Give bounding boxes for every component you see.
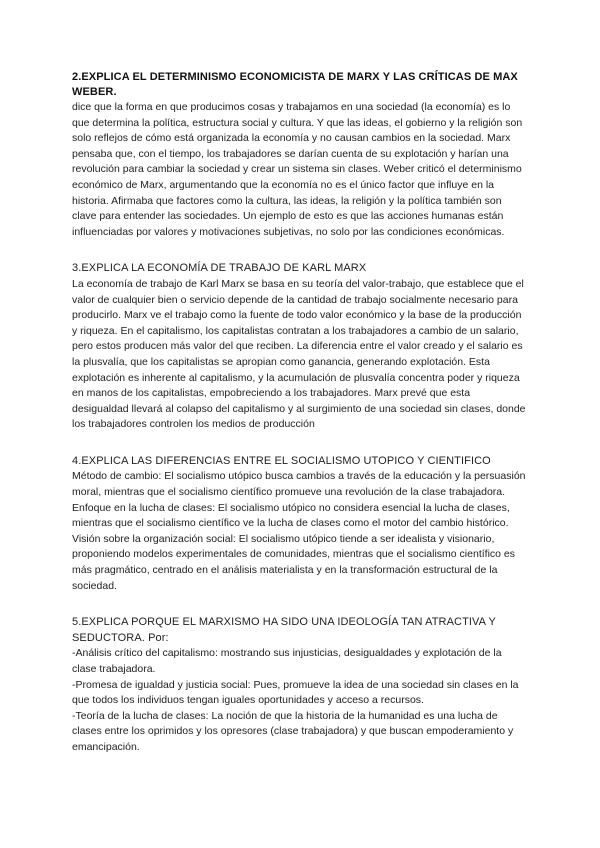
- section-4: [72, 454, 528, 594]
- document-page: [72, 70, 528, 777]
- section-paragraph: -Teoría de la lucha de clases: La noción de que la historia de la humanidad es una lucha de clases entre los oprimidos y los opresores (clase trabajadora) y que buscan empoderamiento y emancipación.: [72, 709, 514, 753]
- section-paragraph: La economía de trabajo de Karl Marx se basa en su teoría del valor-trabajo, que establece que el valor de cualquier bien o servicio depende de la cantidad de trabajo socialmente necesario para producirlo. Marx ve el trabajo como la fuente de todo valor económico y la base de la producción y riqueza. En el capitalismo, los capitalistas contratan a los trabajadores a cambio de un salario, pero estos producen más valor del que reciben. La diferencia entre el valor creado y el salario es la plusvalía, que los capitalistas se apropian como ganancia, generando explotación. Esta explotación es inherente al capitalismo, y la acumulación de plusvalía concentra poder y riqueza en manos de los capitalistas, empobreciendo a los trabajadores. Marx prevé que esta desigualdad llevará al colapso del capitalismo y al surgimiento de una sociedad sin clases, donde los trabajadores controlen los medios de producción: [72, 277, 526, 431]
- section-title: 2.EXPLICA EL DETERMINISMO ECONOMICISTA DE MARX Y LAS CRÍTICAS DE MAX WEBER.: [72, 71, 518, 98]
- section-paragraph: dice que la forma en que producimos cosas y trabajamos en una sociedad (la economía) es lo que determina la política, estructura social y cultura. Y que las ideas, el gobierno y la religión son solo reflejos de cómo está organizada la economía y no causan cambios en la sociedad. Marx pensaba que, con el tiempo, los trabajadores se darían cuenta de su explotación y harían una revolución para cambiar la sociedad y crear un sistema sin clases. Weber criticó el determinismo económico de Marx, argumentando que la economía no es el único factor que influye en la historia. Afirmaba que factores como la cultura, las ideas, la religión y la política también son clave para entender las sociedades. Un ejemplo de esto es que las acciones humanas están influenciadas por valores y motivaciones subjetivas, no solo por las condiciones económicas.: [72, 101, 523, 238]
- section-2: [72, 70, 528, 240]
- section-paragraph: -Promesa de igualdad y justicia social: Pues, promueve la idea de una sociedad sin clases en la que todos los individuos tengan iguales oportunidades y acceso a recursos.: [72, 678, 519, 707]
- section-title: 4.EXPLICA LAS DIFERENCIAS ENTRE EL SOCIALISMO UTOPICO Y CIENTIFICO: [72, 454, 491, 467]
- section-3: [72, 261, 528, 433]
- section-5: [72, 615, 528, 755]
- section-paragraph: -Análisis crítico del capitalismo: mostrando sus injusticias, desigualdades y explotación de la clase trabajadora.: [72, 647, 502, 675]
- section-paragraph: Visión sobre la organización social: El socialismo utópico tiende a ser idealista y visionario, proponiendo modelos experimentales de comunidades, mientras que el socialismo científico es más pragmático, centrado en el análisis materialista y en la transformación estructural de la sociedad.: [72, 532, 515, 592]
- section-title: 3.EXPLICA LA ECONOMÍA DE TRABAJO DE KARL MARX: [72, 262, 367, 275]
- section-title: 5.EXPLICA PORQUE EL MARXISMO HA SIDO UNA IDEOLOGÍA TAN ATRACTIVA Y SEDUCTORA. Por:: [72, 616, 496, 644]
- section-paragraph: Enfoque en la lucha de clases: El socialismo utópico no considera esencial la lucha de clases, mientras que el socialismo científico ve la lucha de clases como el motor del cambio histórico.: [72, 501, 510, 530]
- section-paragraph: Método de cambio: El socialismo utópico busca cambios a través de la educación y la persuasión moral, mientras que el socialismo científico promueve una revolución de la clase trabajadora.: [72, 470, 526, 499]
